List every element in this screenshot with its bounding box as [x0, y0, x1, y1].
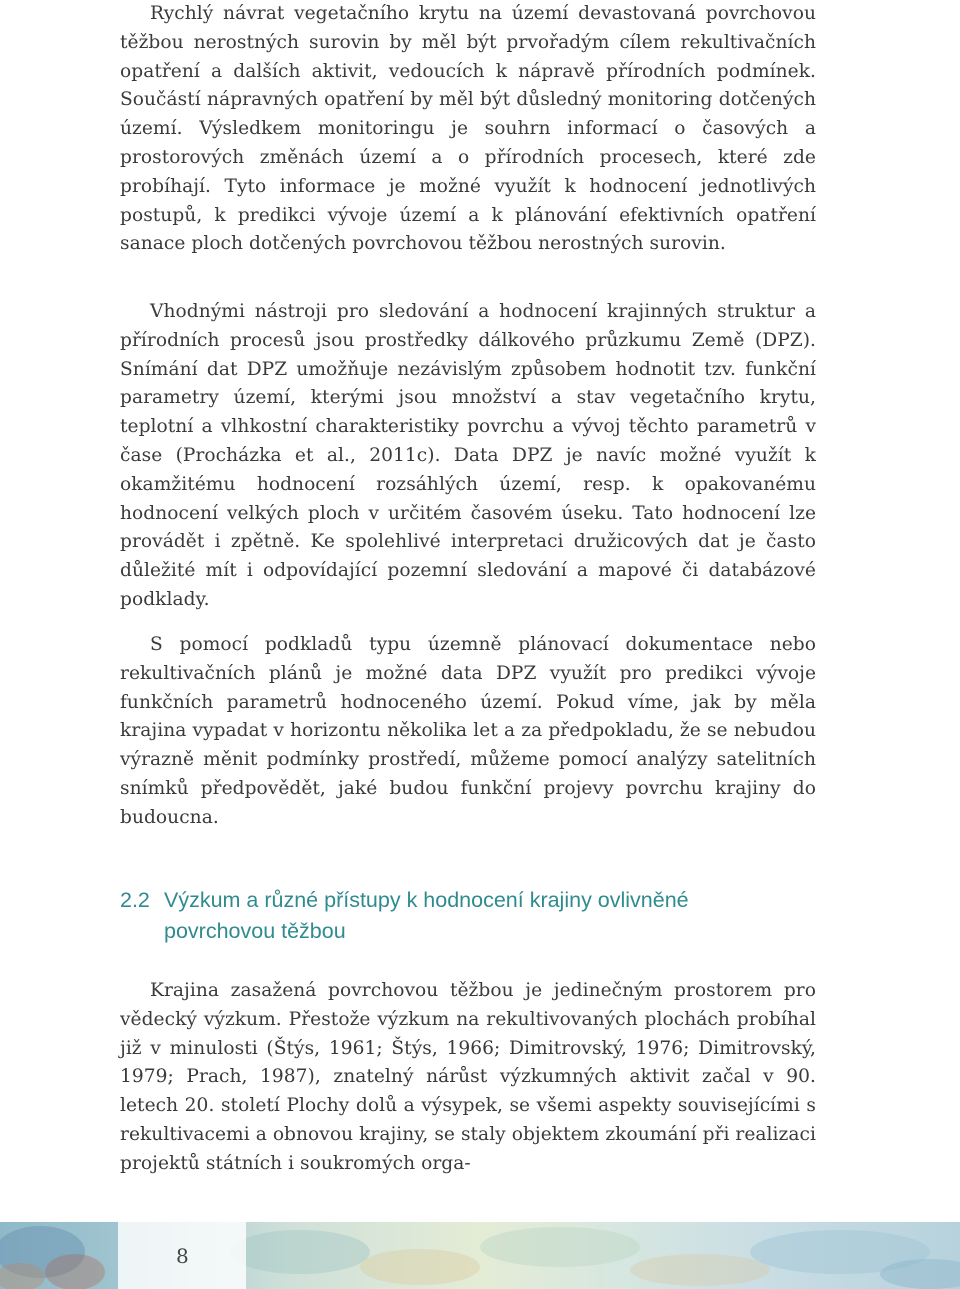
paragraph-text: S pomocí podkladů typu územně plánovací dokumentace nebo rekultivačních plánů je možné data DPZ využít pro predikci vývoje funkčních parametrů hodnoceného území. Pokud víme, jak by měla krajina vypadat v horizontu několika let a za předpokladu, že se nebudou výrazně měnit podmínky prostředí, můžeme pomocí analýzy satelitních snímků předpovědět, jaké budou funkční projevy povrchu krajiny do budoucna. [120, 634, 816, 828]
paragraph-monitoring [120, 0, 816, 259]
section-heading [120, 885, 820, 947]
paragraph-remote-sensing [120, 298, 816, 615]
section-title-line1: Výzkum a různé přístupy k hodnocení krajiny ovlivněné [164, 888, 689, 912]
paragraph-research [120, 977, 816, 1179]
paragraph-text: Rychlý návrat vegetačního krytu na území devastovaná povrchovou těžbou nerostných surovin by měl být prvořadým cílem rekultivačních opatření a dalších aktivit, vedoucích k nápravě přírodních podmínek. Součástí nápravných opatření by měl být důsledný monitoring dotčených území. Výsledkem monitoringu je souhrn informací o časových a prostorových změnách území a o přírodních procesech, které zde probíhají. Tyto informace je možné využít k hodnocení jednotlivých postupů, k predikci vývoje území a k plánování efektivních opatření sanace ploch dotčených povrchovou těžbou nerostných surovin. [120, 3, 816, 255]
paragraph-text: Krajina zasažená povrchovou těžbou je jedinečným prostorem pro vědecký výzkum. Přestože výzkum na rekultivovaných plochách probíhal již v minulosti (Štýs, 1961; Štýs, 1966; Dimitrovský, 1976; Dimitrovský, 1979; Prach, 1987), znatelný nárůst výzkumných aktivit začal v 90. letech 20. století Plochy dolů a výsypek, se všemi aspekty souvisejícími s rekultivacemi a obnovou krajiny, se staly objektem zkoumání při realizaci projektů státních i soukromých orga- [120, 980, 816, 1174]
section-title-line2: povrchovou těžbou [164, 919, 346, 943]
paragraph-prediction [120, 631, 816, 833]
page-number: 8 [176, 1244, 189, 1268]
paragraph-text: Vhodnými nástroji pro sledování a hodnocení krajinných struktur a přírodních procesů jsou prostředky dálkového průzkumu Země (DPZ). Snímání dat DPZ umožňuje nezávislým způsobem hodnotit tzv. funkční parametry území, kterými jsou množství a stav vegetačního krytu, teplotní a vlhkostní charakteristiky povrchu a vývoj těchto parametrů v čase (Procházka et al., 2011c). Data DPZ je navíc možné využít k okamžitému hodnocení rozsáhlých území, resp. k opakovanému hodnocení velkých ploch v určitém časovém úseku. Tato hodnocení lze provádět i zpětně. Ke spolehlivé interpretaci družicových dat je často důležité mít i odpovídající pozemní sledování a mapové či databázové podklady. [120, 301, 816, 610]
section-number: 2.2 [120, 888, 150, 912]
